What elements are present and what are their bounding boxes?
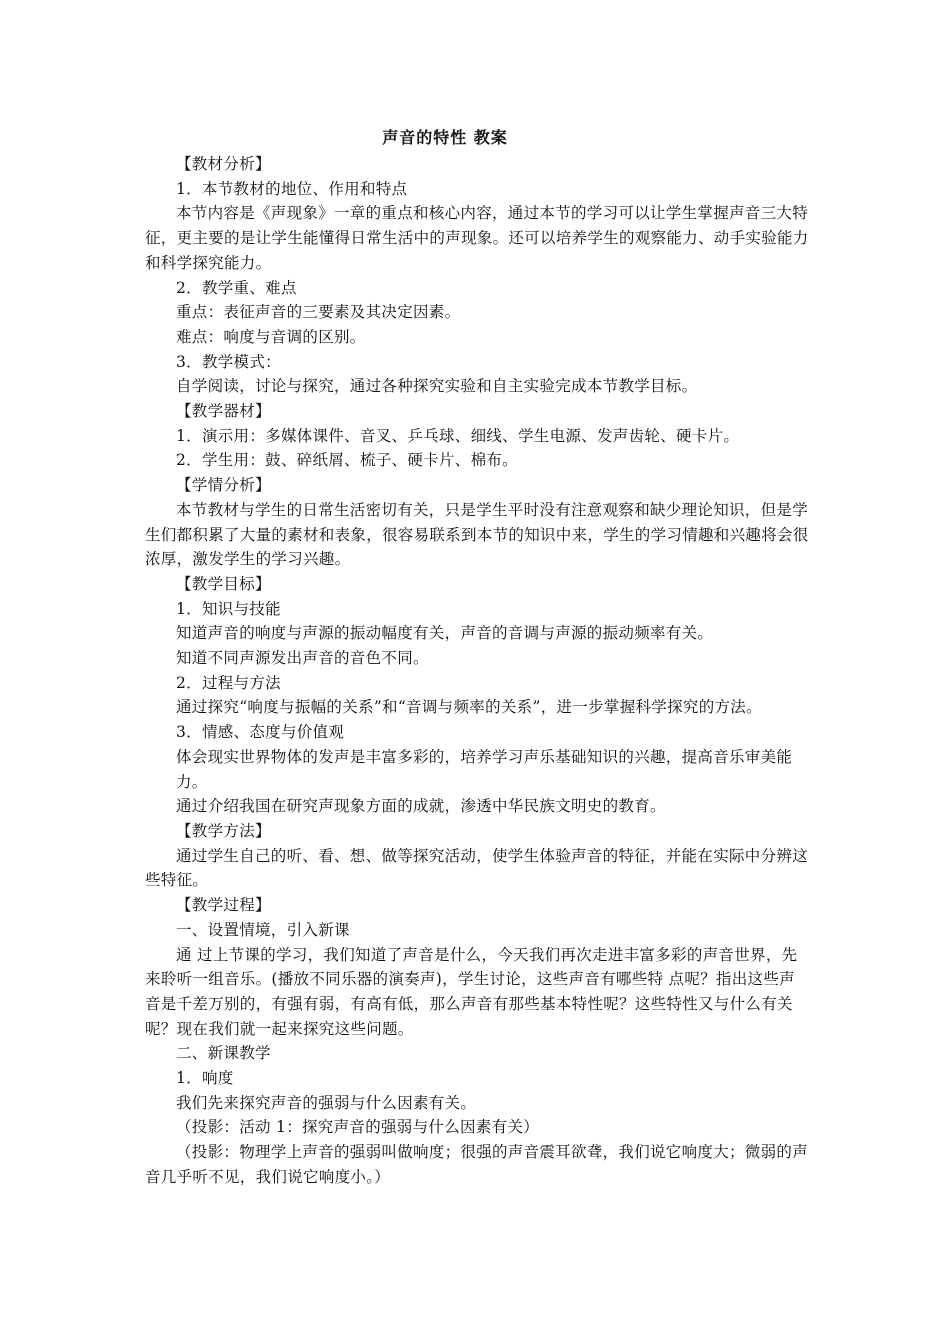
- paragraph: 3．情感、态度与价值观: [176, 723, 345, 742]
- paragraph: 1．响度: [176, 1069, 234, 1088]
- paragraph: 知道不同声源发出声音的音色不同。: [176, 649, 429, 668]
- paragraph: 难点：响度与音调的区别。: [176, 327, 366, 346]
- paragraph: 重点：表征声音的三要素及其决定因素。: [176, 303, 461, 322]
- paragraph: 通 过上节课的学习，我们知道了声音是什么，今天我们再次走进丰富多彩的声音世界，先来聆听一组音乐。(播放不同乐器的演奏声)，学生讨论，这些声音有哪些特 点呢？指出这些声音是千差万别的，有强有弱，有高有低，那么声音有那些基本特性呢？这些特性又与什么有关呢？现在我们就一起来探究这些问题。: [145, 945, 798, 1038]
- document-title: 声音的特性 教案: [382, 128, 508, 147]
- document-body: [145, 152, 810, 1190]
- paragraph: 通过学生自己的听、看、想、做等探究活动，使学生体验声音的特征，并能在实际中分辨这些特征。: [145, 846, 809, 890]
- paragraph: 2．教学重、难点: [176, 278, 297, 297]
- paragraph: 本节教材与学生的日常生活密切有关，只是学生平时没有注意观察和缺少理论知识，但是学生们都积累了大量的素材和表象，很容易联系到本节的知识中来，学生的学习情趣和兴趣将会很浓厚，激发学生的学习兴趣。: [145, 500, 809, 569]
- paragraph: 3．教学模式：: [176, 352, 281, 371]
- paragraph: 体会现实世界物体的发声是丰富多彩的，培养学习声乐基础知识的兴趣，提高音乐审美能力。: [176, 747, 793, 791]
- paragraph: 【教学目标】: [176, 574, 271, 593]
- paragraph: （投影：活动 1：探究声音的强弱与什么因素有关）: [176, 1118, 539, 1137]
- paragraph: 自学阅读，讨论与探究，通过各种探究实验和自主实验完成本节教学目标。: [176, 377, 698, 396]
- paragraph: 【教学方法】: [176, 821, 271, 840]
- paragraph: 我们先来探究声音的强弱与什么因素有关。: [176, 1093, 477, 1112]
- paragraph: 本节内容是《声现象》一章的重点和核心内容，通过本节的学习可以让学生掌握声音三大特征，更主要的是让学生能懂得日常生活中的声现象。还可以培养学生的观察能力、动手实验能力和科学探究能力。: [145, 204, 809, 272]
- paragraph: 1．演示用：多媒体课件、音叉、乒乓球、细线、学生电源、发声齿轮、硬卡片。: [176, 426, 740, 445]
- paragraph: 【教材分析】: [176, 155, 271, 173]
- paragraph: 【教学过程】: [176, 896, 271, 915]
- paragraph: 1．知识与技能: [176, 599, 281, 618]
- paragraph: 通过探究“响度与振幅的关系”和“音调与频率的关系”，进一步掌握科学探究的方法。: [176, 698, 762, 717]
- paragraph: 2．过程与方法: [176, 673, 281, 692]
- paragraph: 知道声音的响度与声源的振动幅度有关，声音的音调与声源的振动频率有关。: [176, 624, 714, 643]
- paragraph: 一、设置情境，引入新课: [176, 920, 350, 939]
- paragraph: 1．本节教材的地位、作用和特点: [176, 179, 408, 198]
- paragraph: 通过介绍我国在研究声现象方面的成就，渗透中华民族文明史的教育。: [176, 797, 666, 816]
- paragraph: 2．学生用：鼓、碎纸屑、梳子、硬卡片、棉布。: [176, 451, 518, 470]
- paragraph: （投影：物理学上声音的强弱叫做响度；很强的声音震耳欲聋，我们说它响度大；微弱的声音几乎听不见，我们说它响度小。）: [145, 1143, 809, 1186]
- paragraph: 【学情分析】: [176, 476, 271, 495]
- paragraph: 【教学器材】: [176, 402, 271, 421]
- paragraph: 二、新课教学: [176, 1044, 271, 1063]
